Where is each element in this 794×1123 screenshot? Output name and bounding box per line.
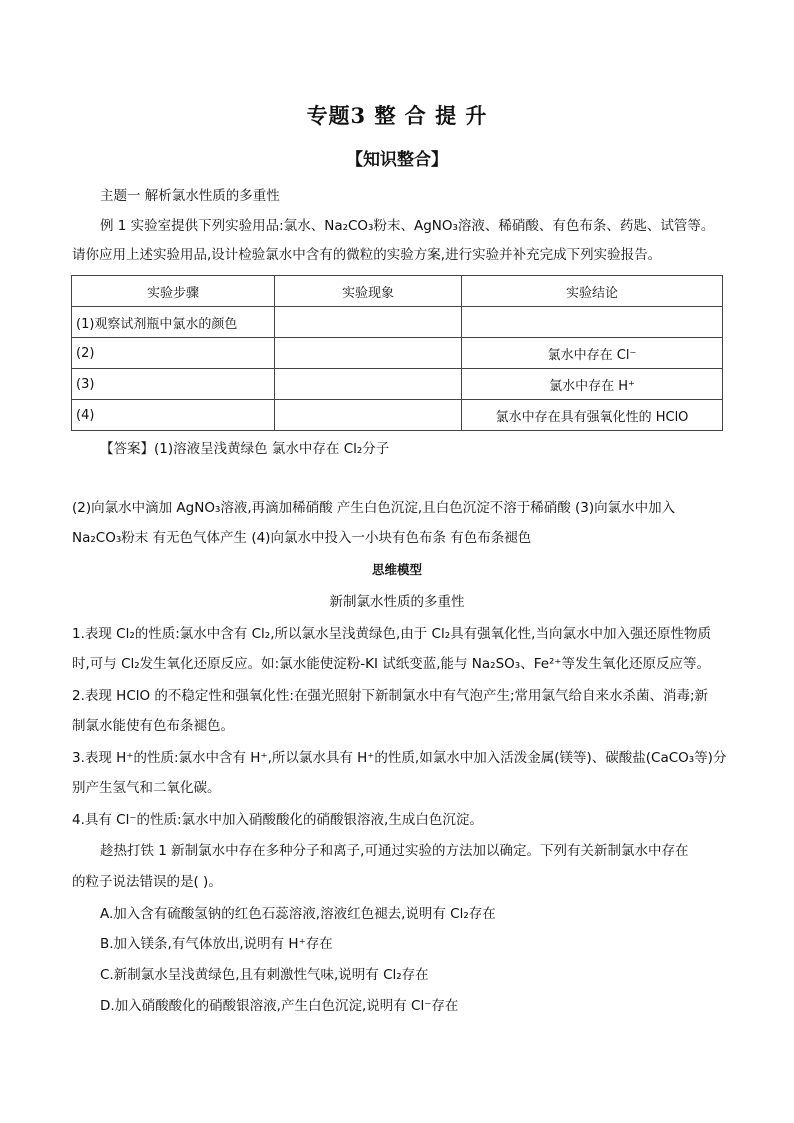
model-point-3b: 别产生氢气和二氧化碳。 [72, 780, 221, 796]
practice-line-2: 的粒子说法错误的是( )。 [72, 874, 222, 890]
table-cell [275, 338, 462, 369]
table-cell: 氯水中存在具有强氧化性的 HClO [462, 400, 723, 431]
model-subheading: 新制氯水性质的多重性 [329, 594, 465, 610]
table-cell: (1)观察试剂瓶中氯水的颜色 [72, 307, 275, 338]
answer-line-3: Na₂CO₃粉末 有无色气体产生 (4)向氯水中投入一小块有色布条 有色布条褪色 [72, 530, 532, 546]
table-row [72, 400, 723, 431]
option-c: C.新制氯水呈浅黄绿色,且有刺激性气味,说明有 Cl₂存在 [100, 967, 429, 983]
header-cell: 实验步骤 [72, 276, 275, 307]
table-cell [275, 369, 462, 400]
answer-line-2: (2)向氯水中滴加 AgNO₃溶液,再滴加稀硝酸 产生白色沉淀,且白色沉淀不溶于稀硝酸 (3)向氯水中加入 [72, 500, 676, 516]
table-row [72, 307, 723, 338]
option-d: D.加入硝酸酸化的硝酸银溶液,产生白色沉淀,说明有 Cl⁻存在 [100, 998, 459, 1014]
section-heading: 【知识整合】 [346, 150, 448, 170]
table-row [72, 338, 723, 369]
table-cell: (3) [72, 369, 275, 400]
header-cell: 实验结论 [462, 276, 723, 307]
table-cell: 氯水中存在 Cl⁻ [462, 338, 723, 369]
option-a: A.加入含有硫酸氢钠的红色石蕊溶液,溶液红色褪去,说明有 Cl₂存在 [100, 906, 496, 922]
practice-line-1: 趁热打铁 1 新制氯水中存在多种分子和离子,可通过实验的方法加以确定。下列有关新制氯水中存在 [100, 843, 689, 859]
option-b: B.加入镁条,有气体放出,说明有 H⁺存在 [100, 936, 333, 952]
table-cell [275, 400, 462, 431]
model-point-1a: 1.表现 Cl₂的性质:氯水中含有 Cl₂,所以氯水呈浅黄绿色,由于 Cl₂具有强氧化性,当向氯水中加入强还原性物质 [72, 626, 711, 642]
table-row [72, 369, 723, 400]
model-point-1b: 时,可与 Cl₂发生氧化还原反应。如:氯水能使淀粉-KI 试纸变蓝,能与 Na₂SO₃、Fe²⁺等发生氧化还原反应等。 [72, 656, 711, 672]
topic-heading: 主题一 解析氯水性质的多重性 [100, 188, 280, 204]
model-point-3a: 3.表现 H⁺的性质:氯水中含有 H⁺,所以氯水具有 H⁺的性质,如氯水中加入活泼金属(镁等)、碳酸盐(CaCO₃等)分 [72, 750, 727, 766]
example-line-2: 请你应用上述实验用品,设计检验氯水中含有的微粒的实验方案,进行实验并补充完成下列实验报告。 [72, 247, 662, 263]
example-line-1: 例 1 实验室提供下列实验用品:氯水、Na₂CO₃粉末、AgNO₃溶液、稀硝酸、有色布条、药匙、试管等。 [100, 218, 715, 234]
model-point-2b: 制氯水能使有色布条褪色。 [72, 718, 234, 734]
table-cell: 氯水中存在 H⁺ [462, 369, 723, 400]
table-cell: (4) [72, 400, 275, 431]
answer-line-1: 【答案】(1)溶液呈浅黄绿色 氯水中存在 Cl₂分子 [100, 441, 390, 457]
page-title: 专题3 整 合 提 升 [306, 103, 488, 128]
table-cell: (2) [72, 338, 275, 369]
table-header-row [72, 276, 723, 307]
experiment-report-table [71, 275, 723, 431]
model-heading: 思维模型 [371, 562, 422, 577]
table-cell [275, 307, 462, 338]
table-cell [462, 307, 723, 338]
model-point-2a: 2.表现 HClO 的不稳定性和强氧化性:在强光照射下新制氯水中有气泡产生;常用氯气给自来水杀菌、消毒;新 [72, 688, 709, 704]
header-cell: 实验现象 [275, 276, 462, 307]
model-point-4: 4.具有 Cl⁻的性质:氯水中加入硝酸酸化的硝酸银溶液,生成白色沉淀。 [72, 812, 483, 828]
